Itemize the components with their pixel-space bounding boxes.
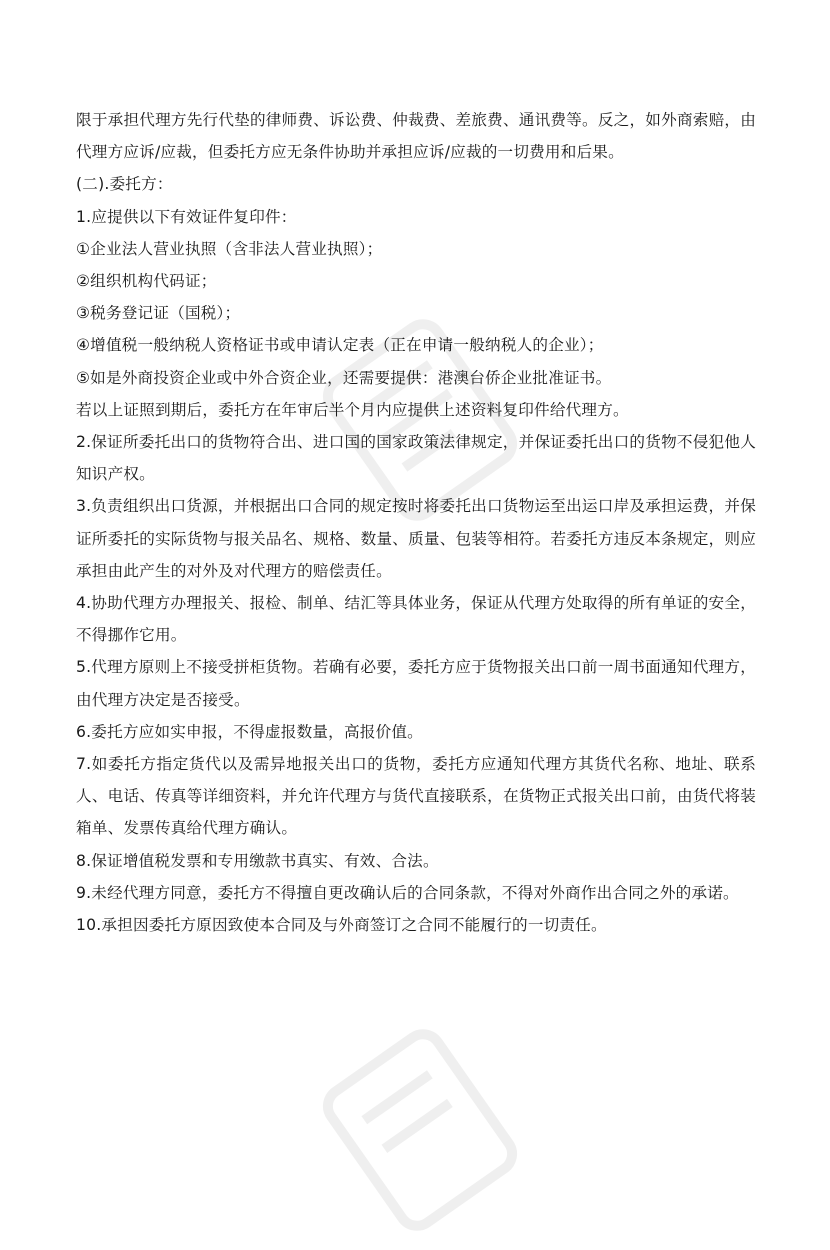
paragraph: 5.代理方原则上不接受拼柜货物。若确有必要，委托方应于货物报关出口前一周书面通知代理方，由代理方决定是否接受。 [76,658,756,709]
paragraph: 6.委托方应如实申报，不得虚报数量，高报价值。 [76,722,423,741]
seal-watermark-icon [300,1010,540,1250]
list-item: ①企业法人营业执照（含非法人营业执照）； [76,239,383,258]
paragraph: 4.协助代理方办理报关、报检、制单、结汇等具体业务，保证从代理方处取得的所有单证的安全，不得挪作它用。 [76,594,756,645]
paragraph: 3.负责组织出口货源，并根据出口合同的规定按时将委托出口货物运至出运口岸及承担运费，并保证所委托的实际货物与报关品名、规格、数量、质量、包装等相符。若委托方违反本条规定，则应承担由此产生的对外及对代理方的赔偿责任。 [76,497,756,580]
list-item: ②组织机构代码证； [76,272,217,291]
paragraph: 8.保证增值税发票和专用缴款书真实、有效、合法。 [76,851,439,870]
paragraph: 9.未经代理方同意，委托方不得擅自更改确认后的合同条款，不得对外商作出合同之外的承诺。 [76,883,739,902]
paragraph: 10.承担因委托方原因致使本合同及与外商签订之合同不能履行的一切责任。 [76,916,607,935]
document-body [76,104,756,941]
section-heading: (二).委托方： [76,175,173,194]
list-item: ④增值税一般纳税人资格证书或申请认定表（正在申请一般纳税人的企业）； [76,336,604,355]
paragraph: 1.应提供以下有效证件复印件： [76,207,297,226]
paragraph: 7.如委托方指定货代以及需异地报关出口的货物，委托方应通知代理方其货代名称、地址、联系人、电话、传真等详细资料，并允许代理方与货代直接联系，在货物正式报关出口前，由货代将装箱单、发票传真给代理方确认。 [76,755,756,838]
list-item: ③税务登记证（国税）； [76,304,241,323]
paragraph: 限于承担代理方先行代垫的律师费、诉讼费、仲裁费、差旅费、通讯费等。反之，如外商索赔，由代理方应诉/应裁，但委托方应无条件协助并承担应诉/应裁的一切费用和后果。 [76,111,756,162]
list-item: ⑤如是外商投资企业或中外合资企业，还需要提供：港澳台侨企业批准证书。 [76,368,612,387]
paragraph: 若以上证照到期后，委托方在年审后半个月内应提供上述资料复印件给代理方。 [76,400,629,419]
paragraph: 2.保证所委托出口的货物符合出、进口国的国家政策法律规定，并保证委托出口的货物不侵犯他人知识产权。 [76,433,756,484]
